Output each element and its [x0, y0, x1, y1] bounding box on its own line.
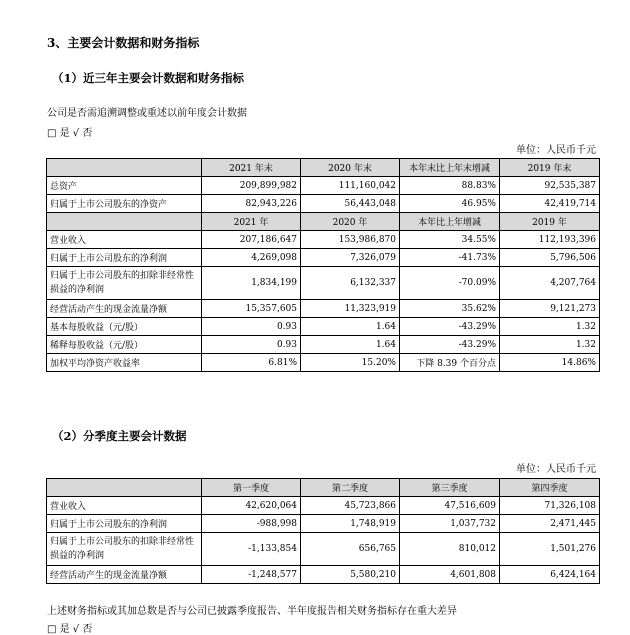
row-label: 归属于上市公司股东的扣除非经常性损益的净利润 [47, 533, 202, 566]
table-header-row [47, 159, 600, 177]
retro-question: 公司是否需追溯调整或重述以前年度会计数据 [47, 108, 247, 119]
table-row [47, 249, 600, 267]
annual-data-table [46, 158, 600, 372]
table-cell: 5,796,506 [500, 249, 600, 267]
table-cell: 15,357,605 [202, 300, 301, 318]
header-cell: 本年比上年增减 [400, 213, 500, 231]
table-cell: 47,516,609 [400, 497, 500, 515]
table-cell: 0.93 [202, 318, 301, 336]
table-cell: 42,419,714 [500, 195, 600, 213]
header-cell: 本年末比上年末增减 [400, 159, 500, 177]
header-cell: 2021 年 [202, 213, 301, 231]
table-cell: 4,601,808 [400, 566, 500, 584]
table-row [47, 231, 600, 249]
table-cell: -43.29% [400, 318, 500, 336]
row-label: 总资产 [47, 177, 202, 195]
header-cell: 2019 年末 [500, 159, 600, 177]
table-cell: 0.93 [202, 336, 301, 354]
table-cell: 111,160,042 [301, 177, 400, 195]
table-cell: 71,326,108 [500, 497, 600, 515]
table-cell: -1,133,854 [202, 533, 301, 566]
table-cell: 5,580,210 [301, 566, 400, 584]
row-label: 加权平均净资产收益率 [47, 354, 202, 372]
table-cell: 1,037,732 [400, 515, 500, 533]
header-cell: 2020 年末 [301, 159, 400, 177]
header-cell [47, 213, 202, 231]
row-label: 经营活动产生的现金流量净额 [47, 300, 202, 318]
row-label: 基本每股收益（元/股） [47, 318, 202, 336]
table-cell: 1.64 [301, 336, 400, 354]
retro-answer: □ 是 √ 否 [47, 128, 93, 139]
table-cell: 6,132,337 [301, 267, 400, 300]
table-row [47, 300, 600, 318]
row-label: 归属于上市公司股东的净利润 [47, 249, 202, 267]
table-row [47, 533, 600, 566]
header-cell [47, 479, 202, 497]
row-label: 归属于上市公司股东的净资产 [47, 195, 202, 213]
header-cell: 2019 年 [500, 213, 600, 231]
header-cell: 2020 年 [301, 213, 400, 231]
table-row [47, 267, 600, 300]
table-cell: 209,899,982 [202, 177, 301, 195]
row-label: 归属于上市公司股东的净利润 [47, 515, 202, 533]
header-cell: 第二季度 [301, 479, 400, 497]
table-cell: 656,765 [301, 533, 400, 566]
table-cell: 4,207,764 [500, 267, 600, 300]
table-cell: 14.86% [500, 354, 600, 372]
table-cell: 6,424,164 [500, 566, 600, 584]
table-cell: 153,986,870 [301, 231, 400, 249]
table-row [47, 336, 600, 354]
table-cell: 45,723,866 [301, 497, 400, 515]
footer-question: 上述财务指标或其加总数是否与公司已披露季度报告、半年度报告相关财务指标存在重大差异 [47, 606, 457, 617]
row-label: 归属于上市公司股东的扣除非经常性损益的净利润 [47, 267, 202, 300]
table-cell: 112,193,396 [500, 231, 600, 249]
row-label: 营业收入 [47, 231, 202, 249]
table-cell: 88.83% [400, 177, 500, 195]
table-cell: 15.20% [301, 354, 400, 372]
table-cell: 207,186,647 [202, 231, 301, 249]
table-cell: 1.32 [500, 336, 600, 354]
table-cell: 1,748,919 [301, 515, 400, 533]
table-cell: 42,620,064 [202, 497, 301, 515]
table-row [47, 354, 600, 372]
table-row [47, 566, 600, 584]
table-header-row [47, 213, 600, 231]
subsection-title-annual: （1）近三年主要会计数据和财务指标 [52, 71, 244, 85]
header-cell [47, 159, 202, 177]
table-cell: 810,012 [400, 533, 500, 566]
table-row [47, 318, 600, 336]
table-cell: 1.32 [500, 318, 600, 336]
table-cell: 56,443,048 [301, 195, 400, 213]
table-cell: 82,943,226 [202, 195, 301, 213]
table-cell: -988,998 [202, 515, 301, 533]
row-label: 稀释每股收益（元/股） [47, 336, 202, 354]
table-row [47, 497, 600, 515]
header-cell: 第四季度 [500, 479, 600, 497]
table-row [47, 177, 600, 195]
table-row [47, 515, 600, 533]
subsection-title-quarterly: （2）分季度主要会计数据 [52, 429, 187, 443]
table-cell: 4,269,098 [202, 249, 301, 267]
row-label: 经营活动产生的现金流量净额 [47, 566, 202, 584]
header-cell: 第一季度 [202, 479, 301, 497]
table-cell: 35.62% [400, 300, 500, 318]
table-cell: 下降 8.39 个百分点 [400, 354, 500, 372]
table-cell: 1,501,276 [500, 533, 600, 566]
unit-label-2: 单位：人民币千元 [516, 464, 596, 475]
table-row [47, 195, 600, 213]
table-cell: 11,323,919 [301, 300, 400, 318]
table-cell: -1,248,577 [202, 566, 301, 584]
table-cell: 6.81% [202, 354, 301, 372]
section-title: 3、主要会计数据和财务指标 [47, 36, 200, 50]
table-cell: 1,834,199 [202, 267, 301, 300]
footer-answer: □ 是 √ 否 [47, 624, 93, 635]
quarterly-data-table [46, 478, 600, 584]
table-cell: 7,326,079 [301, 249, 400, 267]
unit-label-1: 单位：人民币千元 [516, 145, 596, 156]
table-cell: 46.95% [400, 195, 500, 213]
table-cell: 9,121,273 [500, 300, 600, 318]
row-label: 营业收入 [47, 497, 202, 515]
header-cell: 第三季度 [400, 479, 500, 497]
table-cell: -43.29% [400, 336, 500, 354]
header-cell: 2021 年末 [202, 159, 301, 177]
table-cell: 2,471,445 [500, 515, 600, 533]
table-cell: -70.09% [400, 267, 500, 300]
table-cell: 34.55% [400, 231, 500, 249]
table-cell: 92,535,387 [500, 177, 600, 195]
table-header-row [47, 479, 600, 497]
table-cell: -41.73% [400, 249, 500, 267]
table-cell: 1.64 [301, 318, 400, 336]
